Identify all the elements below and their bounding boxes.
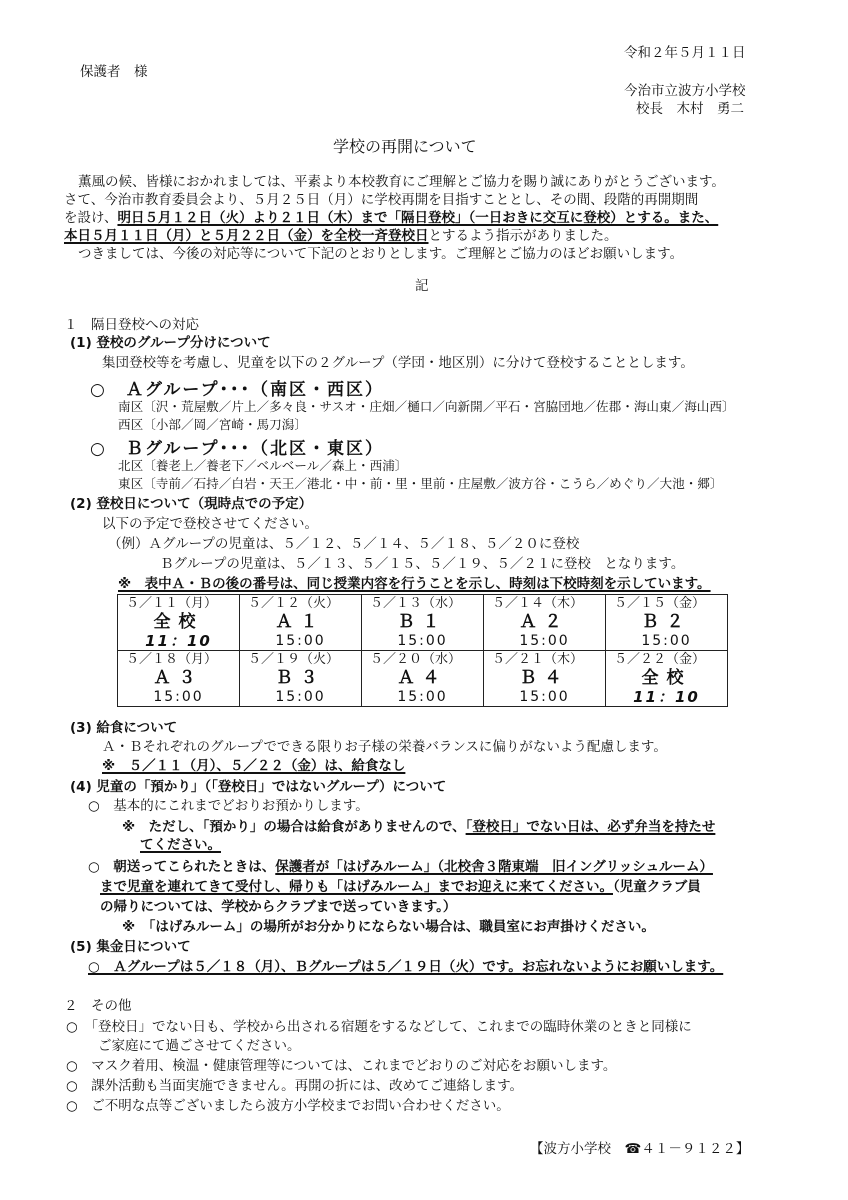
subsection-3-note: ※ ５／１１（月）、５／２２（金）は、給食なし <box>102 758 406 774</box>
subsection-4-point-2-note: ※ 「はげみルーム」の場所がお分かりにならない場合は、職員室にお声掛けください。 <box>122 919 655 935</box>
schedule-date: ５／１５（金） <box>614 596 706 611</box>
subsection-4-point-1: ○ 基本的にこれまでどおりお預かりします。 <box>88 798 369 814</box>
example-line-1: （例）Ａグループの児童は、５／１２、５／１４、５／１８、５／２０に登校 <box>108 536 580 552</box>
schedule-time: 15:00 <box>275 633 326 649</box>
section-1-heading: １ 隔日登校への対応 <box>64 317 199 333</box>
point-2-emphasis: 保護者が「はげみルーム」（北校舎３階東端 旧イングリッシュルーム） <box>275 859 713 875</box>
schedule-time: 15:00 <box>641 633 692 649</box>
intro-line-4 <box>64 227 618 245</box>
intro-line-3 <box>64 209 718 227</box>
schedule-time: 11：10 <box>633 688 700 706</box>
schedule-code: Ｂ１ <box>397 612 448 632</box>
contact-footer: 【波方小学校 ☎４１－９１２２】 <box>530 1141 750 1157</box>
schedule-code: 全校 <box>153 612 204 632</box>
schedule-code: 全校 <box>641 668 692 688</box>
schedule-cell <box>118 651 240 707</box>
group-a-districts-west: 西区〔小部／岡／宮崎・馬刀潟〕 <box>118 417 307 432</box>
other-item-3: ○ 課外活動も当面実施できません。再開の折には、改めてご連絡します。 <box>66 1078 524 1094</box>
intro-line-3-lead: を設け、 <box>64 210 118 226</box>
intro-line-4-tail: とするよう指示がありました。 <box>428 228 618 244</box>
other-item-2: ○ マスク着用、検温・健康管理等については、これまでどおりのご対応をお願いします。 <box>66 1058 617 1074</box>
subsection-4-point-2-cont-2: の帰りについては、学校からクラブまで送っていきます。） <box>100 899 457 915</box>
schedule-code: Ａ３ <box>153 668 204 688</box>
schedule-cell <box>606 651 728 707</box>
schedule-cell <box>484 595 606 651</box>
schedule-note: ※ 表中Ａ・Ｂの後の番号は、同じ授業内容を行うことを示し、時刻は下校時刻を示しています。 <box>118 576 711 592</box>
schedule-date: ５／１８（月） <box>126 652 218 667</box>
principal-name: 校長 木村 勇二 <box>636 101 744 117</box>
schedule-code: Ａ１ <box>275 612 326 632</box>
schedule-cell <box>362 595 484 651</box>
group-a-districts-south: 南区〔沢・荒屋敷／片上／多々良・サスオ・庄畑／樋口／向新開／平石・宮脇団地／佐郡・海山東／海山西〕 <box>118 399 735 414</box>
schedule-code: Ｂ２ <box>641 612 692 632</box>
group-a-heading: ○ Ａグループ･･･（南区・西区） <box>90 380 384 400</box>
schedule-time: 15:00 <box>275 689 326 705</box>
school-name: 今治市立波方小学校 <box>624 83 746 99</box>
subsection-5-text: ○ Ａグループは５／１８（月）、Ｂグループは５／１９日（火）です。お忘れないようにお願いします。 <box>88 959 724 975</box>
schedule-row-week-1 <box>118 595 728 651</box>
document-title: 学校の再開について <box>333 137 477 156</box>
subsection-4-heading: (4) 児童の「預かり」（「登校日」ではないグループ）について <box>70 779 447 795</box>
subsection-2-text: 以下の予定で登校させてください。 <box>102 516 318 532</box>
point-2-emphasis-cont: まで児童を連れてきて受付し、帰りも「はげみルーム」までお迎えに来てください。 <box>100 879 613 895</box>
group-b-districts-east: 東区〔寺前／石持／白岩・天王／港北・中・前・里・里前・庄屋敷／波方谷・こうら／めぐり／大池・郷〕 <box>118 476 723 491</box>
issue-date: 令和２年５月１１日 <box>624 45 746 61</box>
subsection-3-text: Ａ・Ｂそれぞれのグループでできる限りお子様の栄養バランスに偏りがないよう配慮します。 <box>102 739 667 755</box>
schedule-time: 15:00 <box>153 689 204 705</box>
schedule-cell <box>240 651 362 707</box>
schedule-cell <box>118 595 240 651</box>
schedule-time: 15:00 <box>397 689 448 705</box>
subsection-4-point-2-cont <box>100 878 701 896</box>
other-item-4: ○ ご不明な点等ございましたら波方小学校までお問い合わせください。 <box>66 1098 510 1114</box>
schedule-cell <box>240 595 362 651</box>
ki-mark: 記 <box>415 278 429 294</box>
schedule-time: 15:00 <box>519 689 570 705</box>
intro-line-1: 薫風の候、皆様におかれましては、平素より本校教育にご理解とご協力を賜り誠にありがとうございます。 <box>78 174 725 190</box>
intro-line-3-emphasis: 明日５月１２日（火）より２１日（木）まで「隔日登校」（一日おきに交互に登校）とする。また、 <box>117 210 719 226</box>
schedule-cell <box>484 651 606 707</box>
subsection-5-heading: (5) 集金日について <box>70 939 191 955</box>
schedule-date: ５／１３（水） <box>370 596 462 611</box>
group-b-districts-north: 北区〔養老上／養老下／ベルベール／森上・西浦〕 <box>118 458 408 473</box>
schedule-table <box>117 594 728 707</box>
schedule-code: Ｂ３ <box>275 668 326 688</box>
example-line-2: Ｂグループの児童は、５／１３、５／１５、５／１９、５／２１に登校 となります。 <box>160 556 685 572</box>
schedule-time: 11：10 <box>145 632 212 650</box>
schedule-time: 15:00 <box>397 633 448 649</box>
subsection-4-point-1-note-cont: てください。 <box>140 837 221 853</box>
schedule-code: Ａ４ <box>397 668 448 688</box>
note-emphasis: 「登校日」でない日は、必ず弁当を持たせ <box>465 819 716 835</box>
subsection-1-text: 集団登校等を考慮し、児童を以下の２グループ（学団・地区別）に分けて登校することとします。 <box>102 355 694 371</box>
schedule-row-week-2 <box>118 651 728 707</box>
schedule-date: ５／２２（金） <box>614 652 706 667</box>
addressee: 保護者 様 <box>80 64 148 80</box>
subsection-1-heading: (1) 登校のグループ分けについて <box>70 335 271 351</box>
intro-line-2: さて、今治市教育委員会より、５月２５日（月）に学校再開を目指すこととし、その間、段階的再開期間 <box>64 192 699 208</box>
subsection-3-heading: (3) 給食について <box>70 720 178 736</box>
subsection-2-heading: (2) 登校日について（現時点での予定） <box>70 496 313 512</box>
schedule-code: Ｂ４ <box>519 668 570 688</box>
subsection-4-point-2 <box>88 858 713 876</box>
other-item-1: ○ 「登校日」でない日も、学校から出される宿題をするなどして、これまでの臨時休業のときと同様に <box>66 1019 692 1035</box>
schedule-date: ５／２１（木） <box>492 652 584 667</box>
subsection-4-point-1-note <box>122 818 715 836</box>
schedule-date: ５／１４（木） <box>492 596 584 611</box>
group-b-heading: ○ Ｂグループ･･･（北区・東区） <box>90 439 384 459</box>
intro-line-5: つきましては、今後の対応等について下記のとおりとします。ご理解とご協力のほどお願いします。 <box>78 246 684 262</box>
intro-line-4-emphasis: 本日５月１１日（月）と５月２２日（金）を全校一斉登校日 <box>64 228 429 244</box>
schedule-time: 15:00 <box>519 633 570 649</box>
schedule-code: Ａ２ <box>519 612 570 632</box>
schedule-date: ５／１２（火） <box>248 596 340 611</box>
schedule-date: ５／１９（火） <box>248 652 340 667</box>
schedule-cell <box>362 651 484 707</box>
schedule-cell <box>606 595 728 651</box>
point-2-lead: ○ 朝送ってこられたときは、 <box>88 859 276 875</box>
section-2-heading: ２ その他 <box>64 998 132 1014</box>
note-lead: ※ ただし、「預かり」の場合は給食がありませんので、 <box>122 819 466 835</box>
point-2-tail: （児童クラブ員 <box>613 879 701 895</box>
schedule-date: ５／１１（月） <box>126 596 218 611</box>
other-item-1-cont: ご家庭にて過ごさせてください。 <box>98 1038 301 1054</box>
schedule-date: ５／２０（水） <box>370 652 462 667</box>
